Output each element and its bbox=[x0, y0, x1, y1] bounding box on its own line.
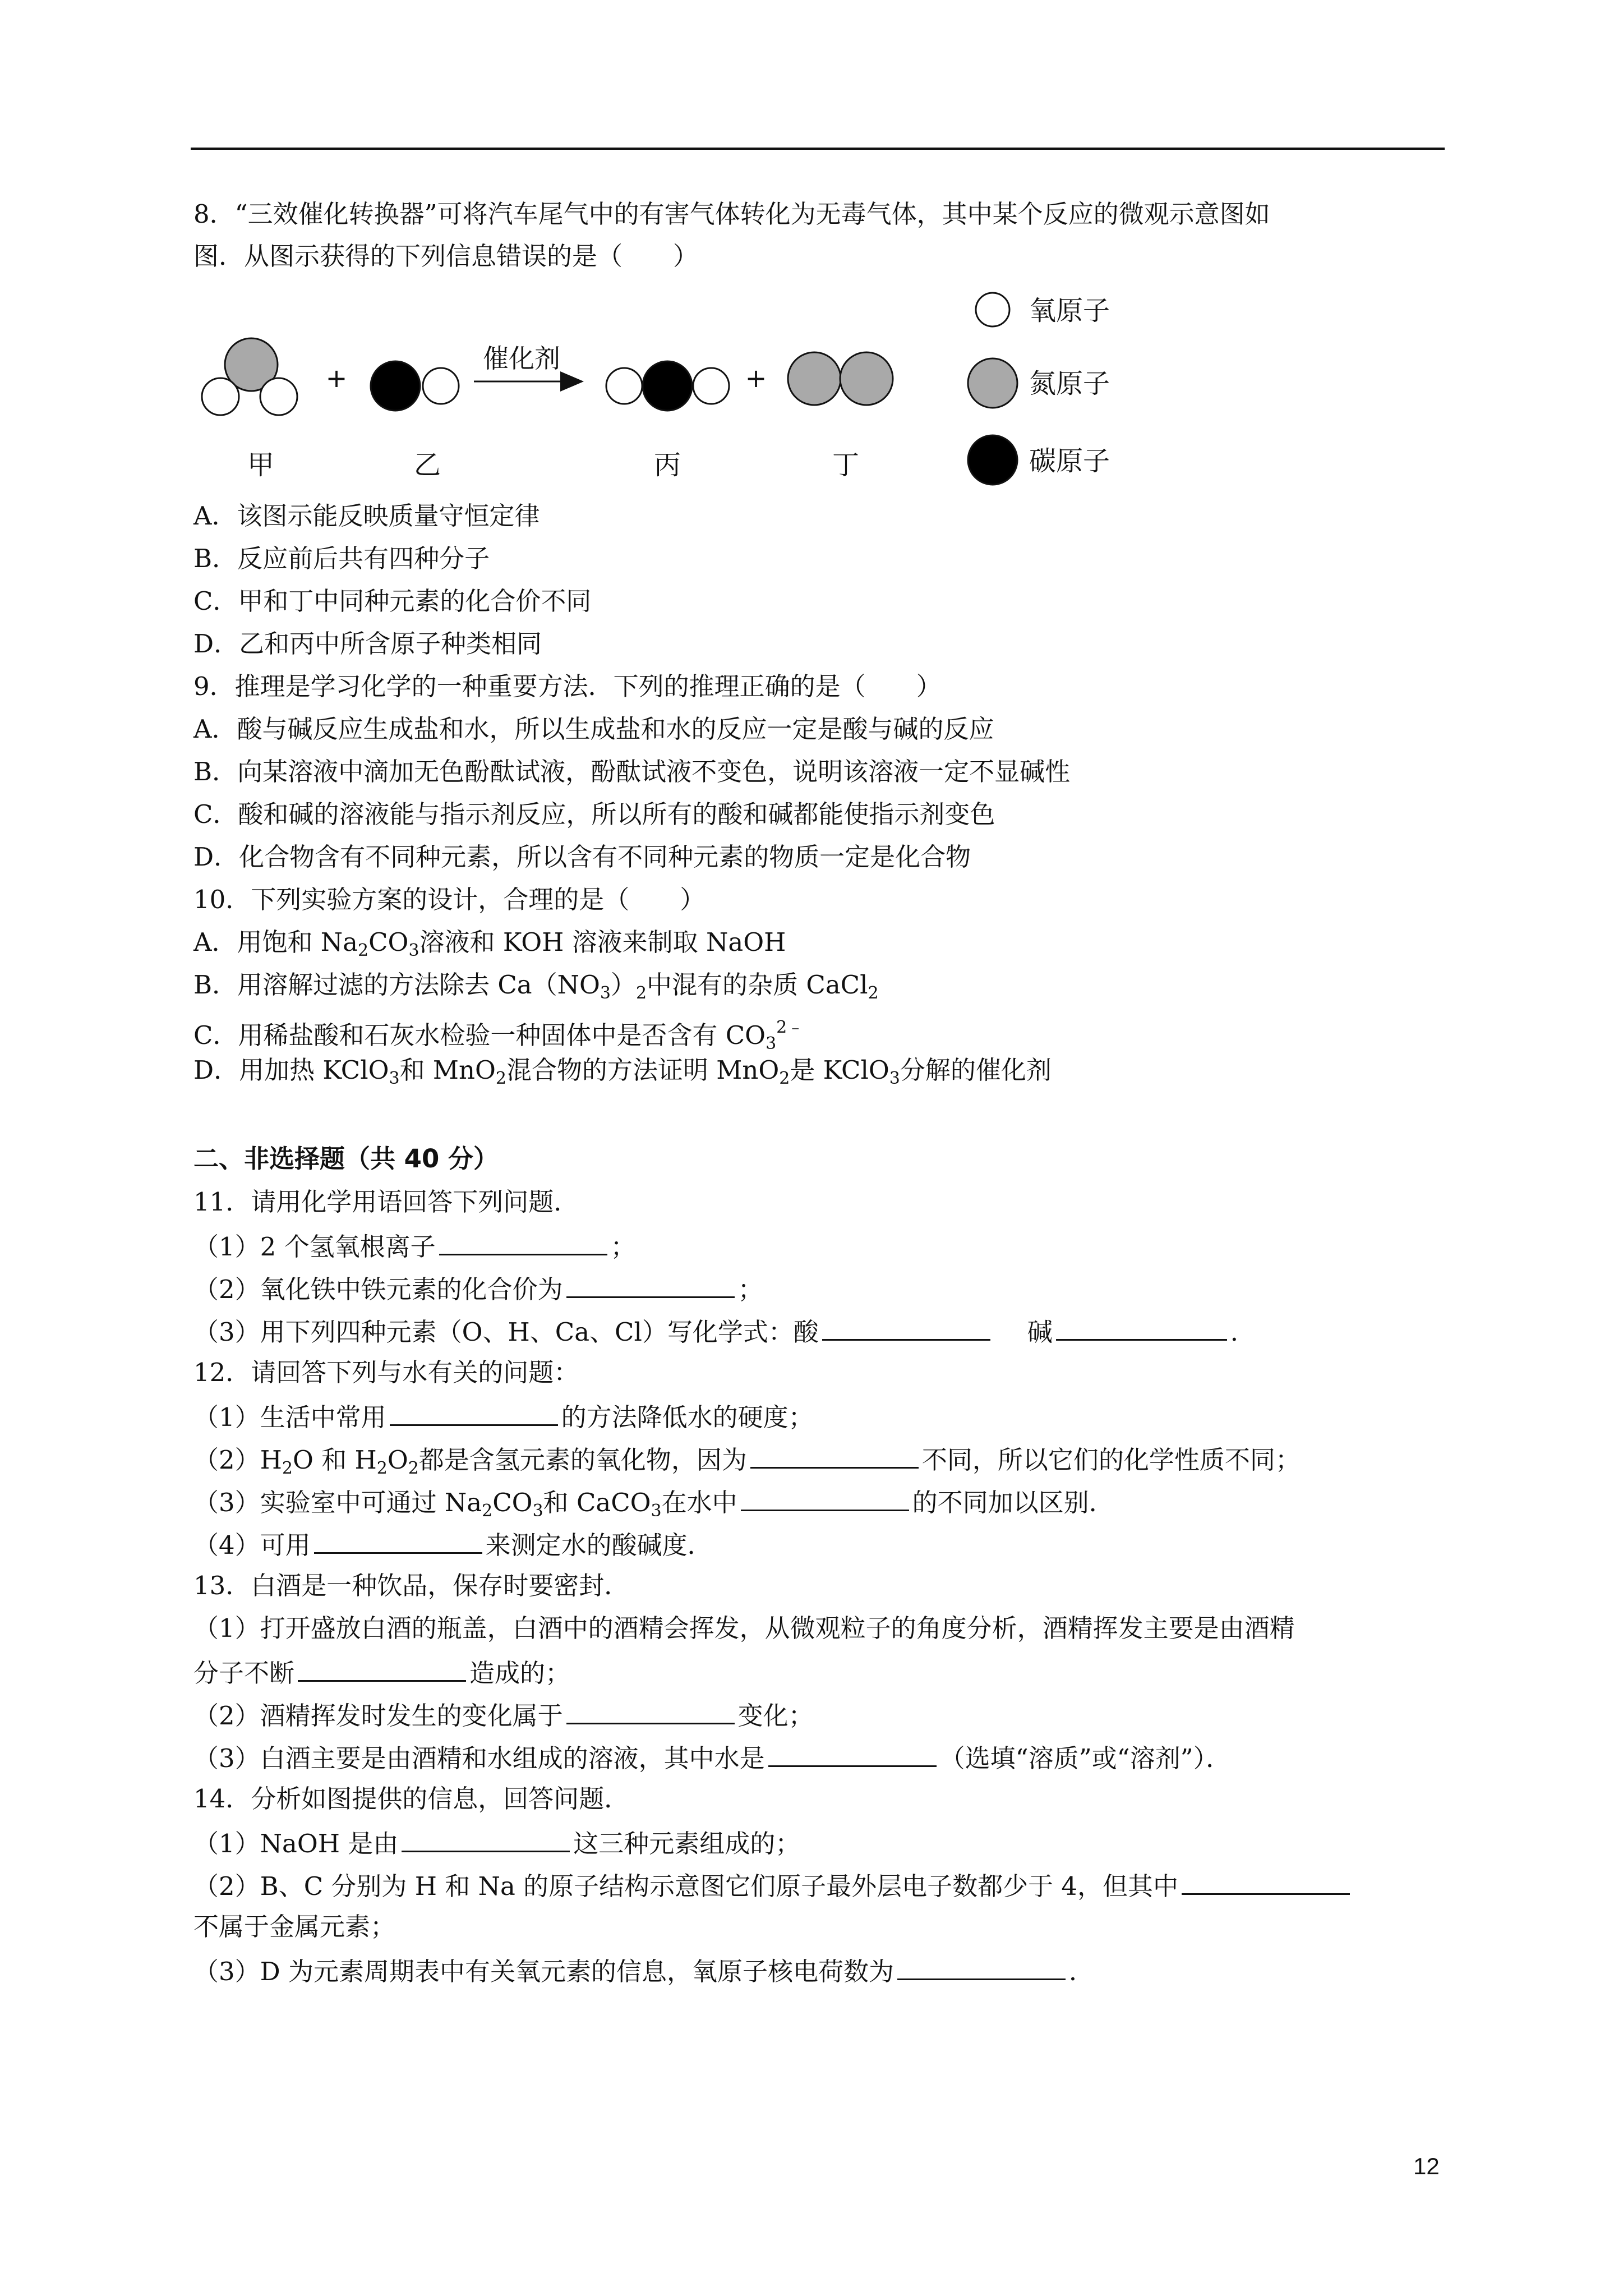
legend bbox=[968, 293, 1110, 485]
oxygen-atom bbox=[423, 368, 459, 404]
answer-blank[interactable] bbox=[822, 1313, 990, 1341]
q8-option-a: A．该图示能反映质量守恒定律 bbox=[193, 501, 540, 531]
answer-blank[interactable] bbox=[402, 1825, 570, 1852]
plus-sign: + bbox=[745, 363, 767, 393]
q11-part2: （2）氧化铁中铁元素的化合价为 ； bbox=[193, 1271, 763, 1306]
plus-sign: + bbox=[325, 363, 348, 393]
label-yi: 乙 bbox=[413, 449, 441, 481]
oxygen-atom bbox=[202, 378, 239, 415]
legend-carbon-icon bbox=[968, 435, 1017, 485]
answer-blank[interactable] bbox=[897, 1953, 1066, 1980]
q8-option-b: B．反应前后共有四种分子 bbox=[193, 544, 490, 573]
q12-part2: $(2)H_2O$ 和 $H_2O_2$都是含氢元素的氧化物，因为 不同，所以它们的化学性质不同； bbox=[193, 1441, 1301, 1485]
legend-oxygen-label: 氧原子 bbox=[1029, 295, 1110, 326]
answer-blank[interactable] bbox=[439, 1228, 607, 1255]
nitrogen-atom bbox=[788, 352, 841, 405]
q14-part3: （3）D 为元素周期表中有关氧元素的信息，氧原子核电荷数为 ． bbox=[193, 1953, 1094, 1989]
legend-nitrogen-icon bbox=[968, 358, 1017, 408]
answer-blank[interactable] bbox=[566, 1271, 735, 1298]
q14-stem: 14．分析如图提供的信息，回答问题． bbox=[193, 1784, 630, 1814]
oxygen-atom bbox=[693, 368, 729, 404]
answer-blank[interactable] bbox=[750, 1441, 919, 1469]
q13-stem: 13．白酒是一种饮品，保存时要密封． bbox=[193, 1571, 630, 1600]
legend-oxygen-icon bbox=[976, 293, 1009, 326]
q8-stem-line1: 8．“三效催化转换器”可将汽车尾气中的有害气体转化为无毒气体，其中某个反应的微观示意图如 bbox=[193, 199, 1270, 229]
q12-stem: 12．请回答下列与水有关的问题： bbox=[193, 1358, 579, 1387]
page-number: 12 bbox=[1413, 2153, 1440, 2179]
answer-blank[interactable] bbox=[566, 1697, 735, 1724]
q13-part1-line2: 分子不断 造成的； bbox=[193, 1654, 570, 1690]
molecule-ding bbox=[788, 352, 893, 405]
q11-stem: 11．请用化学用语回答下列问题． bbox=[193, 1187, 579, 1217]
answer-blank[interactable] bbox=[298, 1654, 466, 1682]
label-ding: 丁 bbox=[832, 449, 860, 481]
answer-blank[interactable] bbox=[1182, 1867, 1350, 1895]
legend-nitrogen-label: 氮原子 bbox=[1029, 368, 1110, 399]
q14-part2-line1: （2）B、C 分别为 H 和 Na 的原子结构示意图它们原子最外层电子数都少于 4，但其中 bbox=[193, 1867, 1353, 1903]
q10-option-c: C．用稀盐酸和石灰水检验一种固体中是否含有 $CO_3^{2﹣}$ bbox=[193, 1018, 804, 1053]
q9-option-b: B．向某溶液中滴加无色酚酞试液，酚酞试液不变色，说明该溶液一定不显碱性 bbox=[193, 757, 1071, 786]
nitrogen-atom bbox=[840, 352, 893, 405]
q8-stem-line2: 图．从图示获得的下列信息错误的是（ ） bbox=[193, 241, 699, 271]
q11-part3: （3）用下列四种元素（O、H、Ca、Cl）写化学式：酸 碱 ． bbox=[193, 1313, 1256, 1349]
answer-blank[interactable] bbox=[768, 1740, 937, 1767]
q10-option-d: D．用加热 KClO$_3$和 MnO$_2$混合物的方法证明 MnO$_2$是 KClO$_3$分解的催化剂 bbox=[193, 1055, 1052, 1088]
label-jia: 甲 bbox=[247, 449, 275, 481]
molecule-yi bbox=[371, 361, 459, 411]
answer-blank[interactable] bbox=[741, 1484, 909, 1511]
q12-part1: （1）生活中常用 的方法降低水的硬度； bbox=[193, 1398, 814, 1434]
q11-part1: （1）2 个氢氧根离子 ； bbox=[193, 1228, 636, 1264]
q9-stem: 9．推理是学习化学的一种重要方法．下列的推理正确的是（ ） bbox=[193, 671, 942, 701]
catalyst-label: 催化剂 bbox=[483, 343, 560, 374]
q9-option-d: D．化合物含有不同种元素，所以含有不同种元素的物质一定是化合物 bbox=[193, 842, 971, 872]
q13-part2: （2）酒精挥发时发生的变化属于 变化； bbox=[193, 1697, 814, 1733]
carbon-atom bbox=[371, 361, 420, 411]
q8-option-c: C．甲和丁中同种元素的化合价不同 bbox=[193, 586, 592, 616]
q13-part1-line1: （1）打开盛放白酒的瓶盖，白酒中的酒精会挥发，从微观粒子的角度分析，酒精挥发主要是由酒精 bbox=[193, 1613, 1295, 1643]
answer-blank[interactable] bbox=[1056, 1313, 1227, 1341]
carbon-atom bbox=[643, 361, 692, 411]
answer-blank[interactable] bbox=[314, 1526, 482, 1554]
q10-option-a: A．用饱和 $Na_2CO_3$溶液和 KOH 溶液来制取 NaOH bbox=[193, 927, 786, 960]
molecule-jia bbox=[202, 338, 297, 415]
q8-option-d: D．乙和丙中所含原子种类相同 bbox=[193, 629, 542, 659]
label-bing: 丙 bbox=[653, 449, 681, 481]
header-rule bbox=[191, 148, 1445, 150]
q12-part3: （3）实验室中可通过 $Na_2CO_3$和 CaCO$_3$在水中 的不同加以区别． bbox=[193, 1484, 1114, 1528]
q14-part2-line2: 不属于金属元素； bbox=[193, 1912, 396, 1941]
q13-part3: （3）白酒主要是由酒精和水组成的溶液，其中水是 （选填“溶质”或“溶剂”）． bbox=[193, 1740, 1231, 1775]
q10-stem: 10．下列实验方案的设计，合理的是（ ） bbox=[193, 885, 706, 914]
q9-option-c: C．酸和碱的溶液能与指示剂反应，所以所有的酸和碱都能使指示剂变色 bbox=[193, 799, 995, 829]
section-title: 二、非选择题（共 40 分） bbox=[193, 1144, 499, 1174]
answer-blank[interactable] bbox=[390, 1398, 558, 1426]
reaction-diagram bbox=[185, 280, 1150, 494]
molecule-bing bbox=[606, 361, 729, 411]
oxygen-atom bbox=[606, 368, 642, 404]
q9-option-a: A．酸与碱反应生成盐和水，所以生成盐和水的反应一定是酸与碱的反应 bbox=[193, 714, 994, 744]
oxygen-atom bbox=[260, 378, 297, 415]
q14-part1: （1）NaOH 是由 这三种元素组成的； bbox=[193, 1825, 800, 1861]
q12-part4: （4）可用 来测定水的酸碱度． bbox=[193, 1526, 713, 1562]
q10-option-b: B．用溶解过滤的方法除去 $Ca(NO_3)_2$中混有的杂质 CaCl$_2$ bbox=[193, 970, 879, 1003]
legend-carbon-label: 碳原子 bbox=[1029, 445, 1110, 477]
